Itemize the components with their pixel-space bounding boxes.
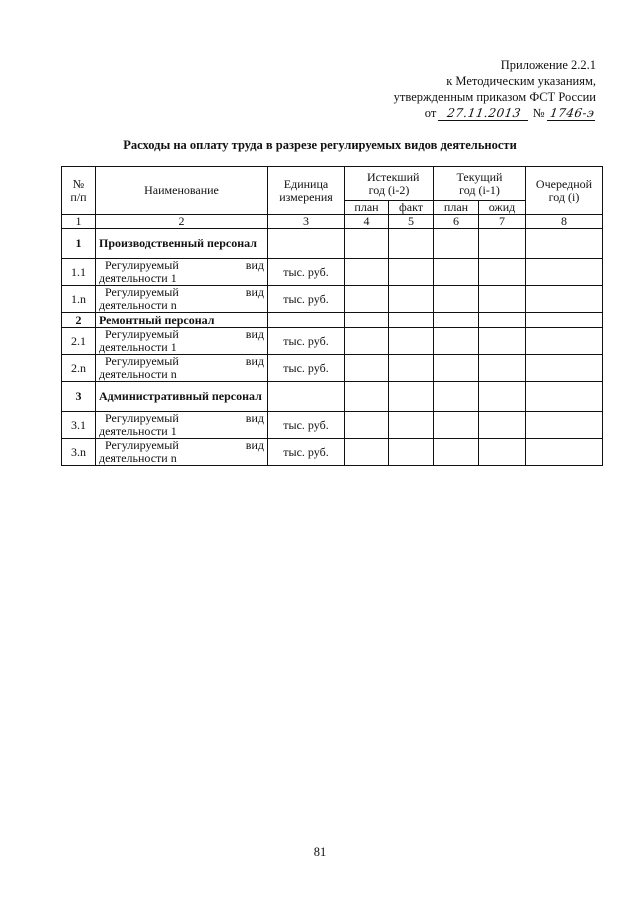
- value-cell: [434, 439, 479, 466]
- row-name-part: вид: [245, 354, 264, 368]
- row-name-part: вид: [245, 258, 264, 272]
- column-numbers-row: [62, 215, 603, 229]
- value-cell: [479, 313, 526, 328]
- value-cell: [479, 286, 526, 313]
- appendix-line-3: утвержденным приказом ФСТ России: [393, 90, 596, 104]
- appendix-line-1: Приложение 2.2.1: [500, 58, 596, 72]
- value-cell: [345, 382, 389, 412]
- row-name-part: Регулируемый: [105, 438, 179, 452]
- value-cell: [345, 328, 389, 355]
- value-cell: [389, 286, 434, 313]
- labor-costs-table: [61, 166, 603, 466]
- value-cell: [479, 259, 526, 286]
- value-cell: [389, 259, 434, 286]
- table-row: [62, 229, 603, 259]
- col-number: 5: [389, 215, 434, 229]
- row-number: 1.1: [62, 259, 96, 286]
- value-cell: [434, 229, 479, 259]
- header-expected: ожид: [479, 201, 526, 215]
- row-number: 2.n: [62, 355, 96, 382]
- value-cell: [479, 355, 526, 382]
- value-cell: [526, 382, 603, 412]
- value-cell: [345, 412, 389, 439]
- col-number: 3: [268, 215, 345, 229]
- row-name-text: Производственный персонал: [99, 236, 257, 250]
- row-unit: тыс. руб.: [268, 355, 345, 382]
- value-cell: [479, 412, 526, 439]
- row-unit: тыс. руб.: [268, 439, 345, 466]
- table-row: [62, 412, 603, 439]
- row-unit: тыс. руб.: [268, 412, 345, 439]
- table-row: [62, 382, 603, 412]
- row-name: [96, 382, 268, 412]
- value-cell: [345, 259, 389, 286]
- row-name: [96, 259, 268, 286]
- value-cell: [526, 313, 603, 328]
- number-label: №: [532, 106, 545, 120]
- table-row: [62, 286, 603, 313]
- row-name: [96, 286, 268, 313]
- appendix-header: [394, 57, 596, 121]
- header-plan-current: план: [434, 201, 479, 215]
- header-plan: план: [345, 201, 389, 215]
- row-name-part: вид: [245, 285, 264, 299]
- row-unit: тыс. руб.: [268, 328, 345, 355]
- value-cell: [389, 355, 434, 382]
- row-name-part: Регулируемый: [105, 411, 179, 425]
- row-number: 3.1: [62, 412, 96, 439]
- header-num: № п/п: [62, 167, 96, 215]
- handwritten-date: 27.11.2013: [438, 106, 530, 121]
- value-cell: [345, 313, 389, 328]
- row-unit: [268, 229, 345, 259]
- document-title: Расходы на оплату труда в разрезе регулируемых видов деятельности: [123, 138, 517, 152]
- row-name-part: Регулируемый: [105, 327, 179, 341]
- header-name: Наименование: [96, 167, 268, 215]
- row-number: 2: [62, 313, 96, 328]
- value-cell: [526, 286, 603, 313]
- value-cell: [434, 313, 479, 328]
- row-number: 3: [62, 382, 96, 412]
- header-unit: Единица измерения: [268, 167, 345, 215]
- value-cell: [526, 259, 603, 286]
- row-name-line-2: деятельности 1: [99, 271, 177, 285]
- row-number: 1: [62, 229, 96, 259]
- value-cell: [479, 439, 526, 466]
- row-name-line-2: деятельности n: [99, 451, 177, 465]
- col-number: 4: [345, 215, 389, 229]
- row-unit: тыс. руб.: [268, 286, 345, 313]
- value-cell: [479, 328, 526, 355]
- row-name: [96, 313, 268, 328]
- table-row: [62, 328, 603, 355]
- value-cell: [345, 355, 389, 382]
- row-number: 1.n: [62, 286, 96, 313]
- row-name-line-2: деятельности n: [99, 367, 177, 381]
- row-unit: [268, 382, 345, 412]
- row-name: [96, 229, 268, 259]
- row-name: [96, 412, 268, 439]
- table-row: [62, 439, 603, 466]
- col-number: 8: [526, 215, 603, 229]
- row-number: 2.1: [62, 328, 96, 355]
- col-number: 6: [434, 215, 479, 229]
- page-number: 81: [313, 845, 327, 859]
- table-row: [62, 313, 603, 328]
- value-cell: [526, 328, 603, 355]
- row-name: [96, 355, 268, 382]
- row-name-part: Регулируемый: [105, 354, 179, 368]
- row-unit: тыс. руб.: [268, 259, 345, 286]
- row-name-part: Регулируемый: [105, 285, 179, 299]
- value-cell: [479, 382, 526, 412]
- header-fact: факт: [389, 201, 434, 215]
- handwritten-number: 1746-э: [547, 106, 597, 121]
- value-cell: [389, 412, 434, 439]
- row-name-part: вид: [245, 438, 264, 452]
- value-cell: [389, 439, 434, 466]
- row-name: [96, 439, 268, 466]
- value-cell: [389, 382, 434, 412]
- header-past-year: Истекший год (i-2): [345, 167, 434, 201]
- row-unit: [268, 313, 345, 328]
- table-row: [62, 355, 603, 382]
- value-cell: [434, 382, 479, 412]
- value-cell: [389, 313, 434, 328]
- row-name-part: Регулируемый: [105, 258, 179, 272]
- from-label: от: [424, 106, 437, 120]
- appendix-line-2: к Методическим указаниям,: [446, 74, 596, 88]
- value-cell: [526, 355, 603, 382]
- row-name: [96, 328, 268, 355]
- value-cell: [434, 328, 479, 355]
- row-name-text: Административный персонал: [99, 389, 262, 403]
- header-current-year: Текущий год (i-1): [434, 167, 526, 201]
- value-cell: [434, 259, 479, 286]
- row-name-part: вид: [245, 411, 264, 425]
- value-cell: [434, 286, 479, 313]
- row-name-line-2: деятельности 1: [99, 340, 177, 354]
- table-header: [62, 167, 603, 229]
- value-cell: [434, 412, 479, 439]
- header-next-year: Очередной год (i): [526, 167, 603, 215]
- value-cell: [434, 355, 479, 382]
- value-cell: [389, 229, 434, 259]
- table-body: [62, 229, 603, 466]
- order-reference: [394, 105, 596, 121]
- value-cell: [345, 229, 389, 259]
- value-cell: [345, 439, 389, 466]
- value-cell: [526, 229, 603, 259]
- col-number: 1: [62, 215, 96, 229]
- col-number: 7: [479, 215, 526, 229]
- value-cell: [526, 439, 603, 466]
- row-name-line-2: деятельности n: [99, 298, 177, 312]
- col-number: 2: [96, 215, 268, 229]
- value-cell: [389, 328, 434, 355]
- table-row: [62, 259, 603, 286]
- value-cell: [345, 286, 389, 313]
- row-number: 3.n: [62, 439, 96, 466]
- value-cell: [479, 229, 526, 259]
- value-cell: [526, 412, 603, 439]
- row-name-line-2: деятельности 1: [99, 424, 177, 438]
- row-name-text: Ремонтный персонал: [99, 312, 215, 327]
- row-name-part: вид: [245, 327, 264, 341]
